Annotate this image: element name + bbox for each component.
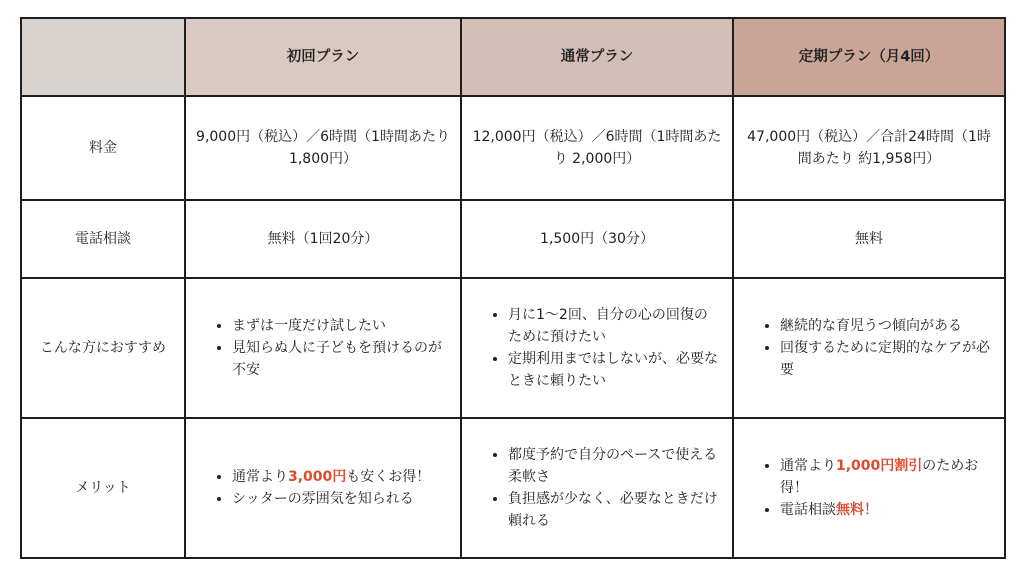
list-item: • まずは一度だけ試したい [232,315,448,337]
table-row-fee [21,96,1005,200]
fee-subscription: 47,000円（税込）／合計24時間（1時間あたり 約1,958円） [733,96,1005,200]
merit-text: も安くお得！ [346,469,431,485]
table-row-phone [21,200,1005,278]
highlight-free: 無料！ [836,502,878,518]
merit-trial [185,418,461,558]
row-label-merit: メリット [21,418,185,558]
merit-regular [461,418,733,558]
merit-trial-list [206,466,448,510]
table-row-recommend [21,278,1005,418]
list-item: • 見知らぬ人に子どもを預けるのが不安 [232,337,448,381]
phone-regular: 1,500円（30分） [461,200,733,278]
recommend-subscription [733,278,1005,418]
fee-regular: 12,000円（税込）／6時間（1時間あたり 2,000円） [461,96,733,200]
plan-comparison-table [20,17,1006,559]
highlight-discount: 1,000円割引 [836,458,923,474]
list-item: • 継続的な育児うつ傾向がある [780,315,992,337]
fee-trial: 9,000円（税込）／6時間（1時間あたり 1,800円） [185,96,461,200]
list-item: • 月に1～2回、自分の心の回復のために預けたい [508,304,720,348]
header-subscription-plan: 定期プラン（月4回） [733,18,1005,96]
row-label-fee: 料金 [21,96,185,200]
recommend-subscription-list [754,315,992,381]
list-item [780,499,992,521]
row-label-recommend: こんな方におすすめ [21,278,185,418]
header-empty-cell [21,18,185,96]
recommend-regular [461,278,733,418]
list-item: • 定期利用まではしないが、必要なときに頼りたい [508,348,720,392]
list-item: • シッターの雰囲気を知られる [232,488,448,510]
list-item: • 負担感が少なく、必要なときだけ頼れる [508,488,720,532]
list-item [780,455,992,499]
merit-text: 通常より [780,458,836,474]
recommend-trial [185,278,461,418]
table-row-merit [21,418,1005,558]
list-item: • 回復するために定期的なケアが必要 [780,337,992,381]
merit-subscription [733,418,1005,558]
row-label-phone: 電話相談 [21,200,185,278]
phone-subscription: 無料 [733,200,1005,278]
merit-subscription-list [754,455,992,521]
header-regular-plan: 通常プラン [461,18,733,96]
list-item [232,466,448,488]
header-trial-plan: 初回プラン [185,18,461,96]
merit-regular-list [482,444,720,532]
merit-text: 電話相談 [780,502,836,518]
list-item: • 都度予約で自分のペースで使える柔軟さ [508,444,720,488]
highlight-price: 3,000円 [288,469,347,485]
recommend-regular-list [482,304,720,392]
plan-comparison [20,17,1006,559]
header-row [21,18,1005,96]
merit-text: 通常より [232,469,288,485]
phone-trial: 無料（1回20分） [185,200,461,278]
merit-text: のためお得！ [780,458,979,496]
recommend-trial-list [206,315,448,381]
